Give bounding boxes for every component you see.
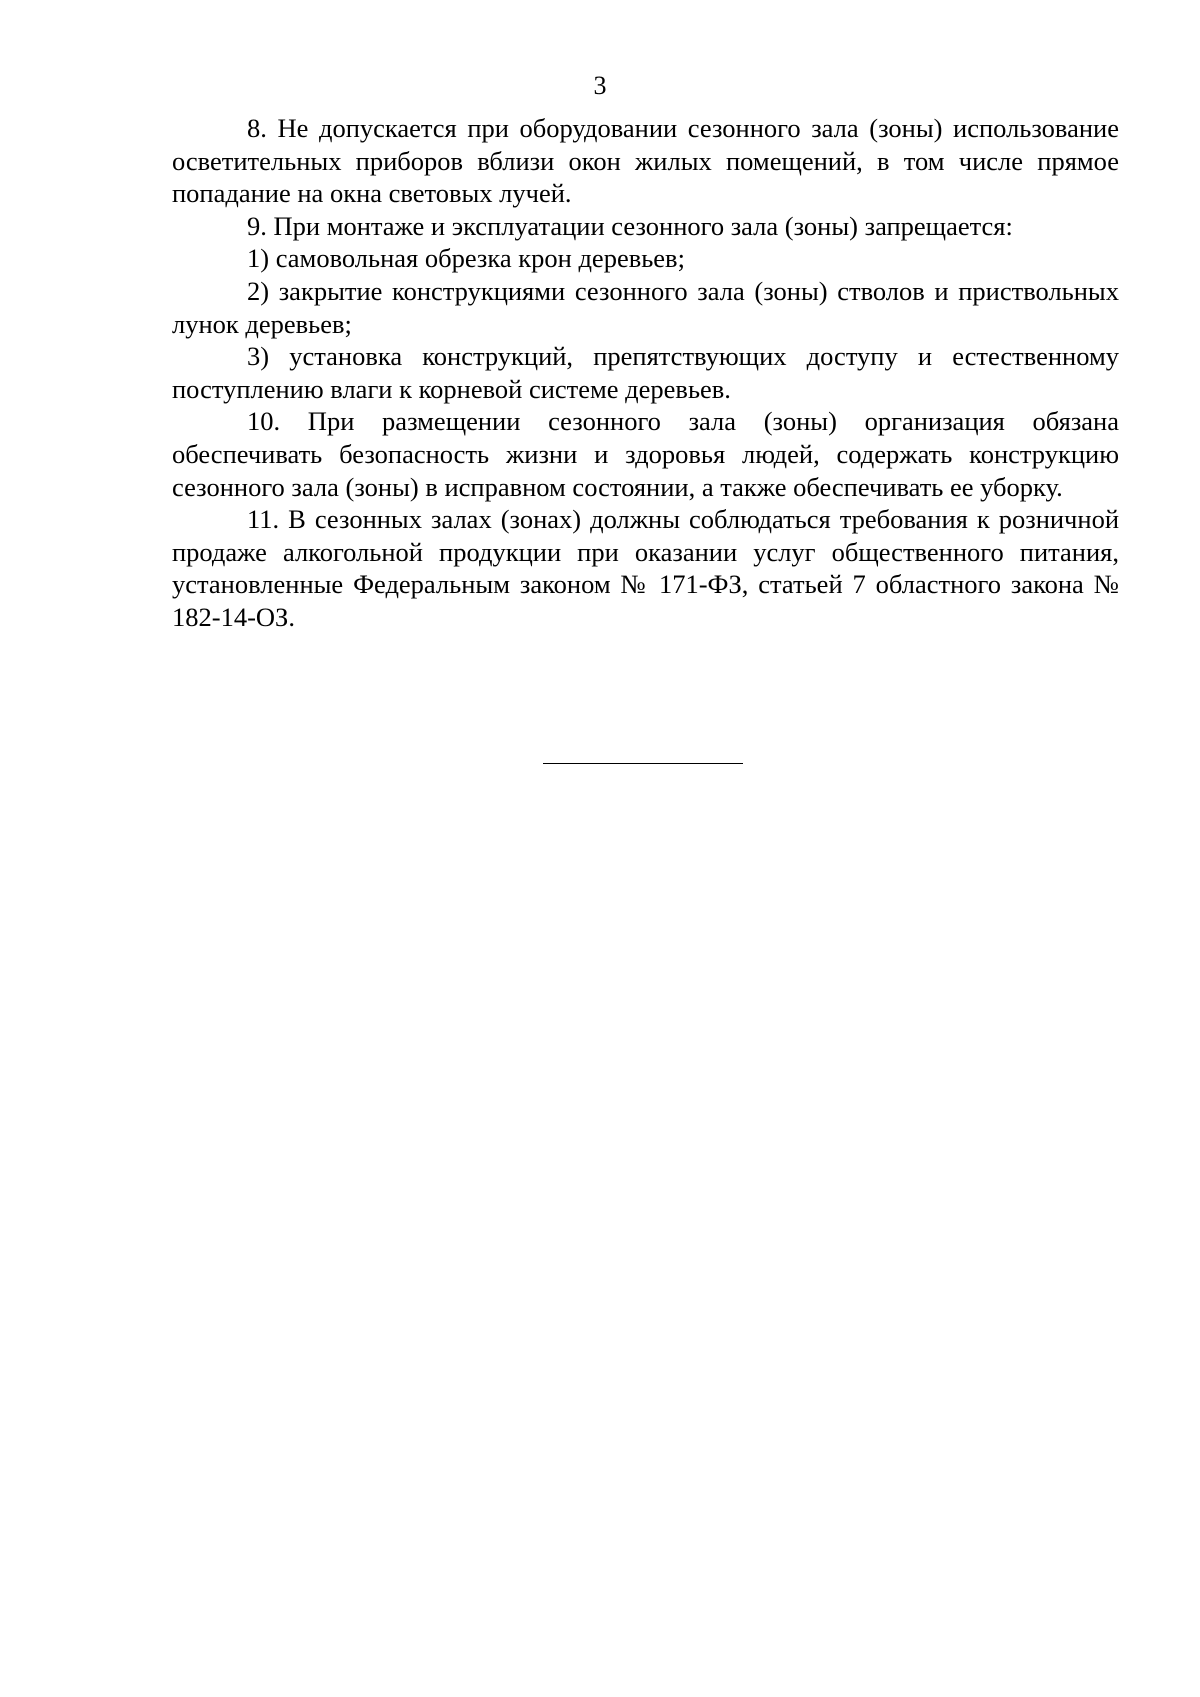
document-body [172, 112, 1119, 634]
paragraph-9-item-3: 3) установка конструкций, препятствующих доступу и естественному поступлению влаги к корневой системе деревьев. [172, 341, 1119, 404]
paragraph-9: 9. При монтаже и эксплуатации сезонного зала (зоны) запрещается: [247, 210, 1013, 241]
paragraph-8: 8. Не допускается при оборудовании сезонного зала (зоны) использование осветительных приборов вблизи окон жилых помещений, в том числе прямое попадание на окна световых лучей. [172, 113, 1119, 209]
page-number: 3 [593, 71, 607, 100]
paragraph-10: 10. При размещении сезонного зала (зоны) организация обязана обеспечивать безопасность жизни и здоровья людей, содержать конструкцию сезонного зала (зоны) в исправном состоянии, а также обеспечивать ее уборку. [172, 406, 1119, 502]
end-divider [543, 763, 743, 764]
paragraph-9-item-2: 2) закрытие конструкциями сезонного зала (зоны) стволов и приствольных лунок деревьев; [172, 275, 1119, 339]
paragraph-11: 11. В сезонных залах (зонах) должны соблюдаться требования к розничной продаже алкогольной продукции при оказании услуг общественного питания, установленные Федеральным законом № 171-ФЗ, статьей 7 областного закона № 182-14-ОЗ. [172, 504, 1119, 632]
paragraph-9-item-1: 1) самовольная обрезка крон деревьев; [247, 243, 685, 274]
